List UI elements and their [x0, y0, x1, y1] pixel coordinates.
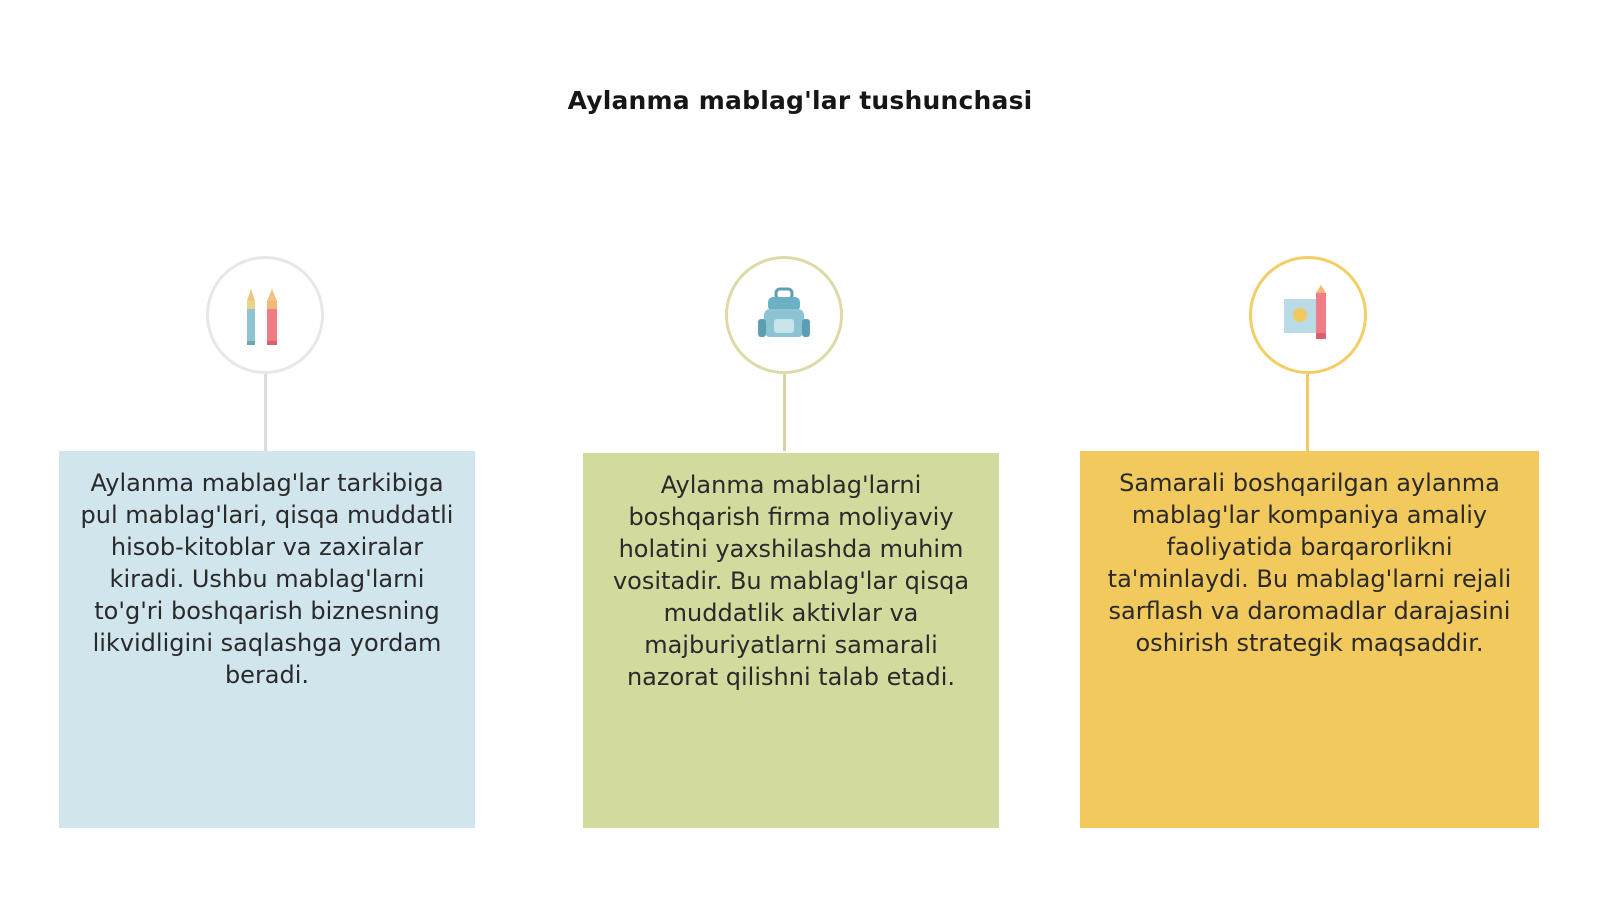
icon-circle-1	[206, 256, 324, 374]
connector-line-3	[1306, 374, 1309, 451]
icon-circle-3	[1249, 256, 1367, 374]
icon-circle-2	[725, 256, 843, 374]
info-card-2: Aylanma mablag'larni boshqarish firma moliyaviy holatini yaxshilashda muhim vositadir. Bu mablag'lar qisqa muddatlik aktivlar va majburiyatlarni samarali nazorat qilishni talab etadi.	[583, 453, 999, 828]
page-title: Aylanma mablag'lar tushunchasi	[567, 86, 1033, 115]
info-card-1: Aylanma mablag'lar tarkibiga pul mablag'lari, qisqa muddatli hisob-kitoblar va zaxiralar kiradi. Ushbu mablag'larni to'g'ri boshqarish biznesning likvidligini saqlashga yordam beradi.	[59, 451, 475, 828]
pencils-icon	[237, 283, 293, 347]
connector-line-2	[783, 374, 786, 451]
backpack-icon	[754, 285, 814, 345]
info-card-3: Samarali boshqarilgan aylanma mablag'lar kompaniya amaliy faoliyatida barqarorlikni ta'minlaydi. Bu mablag'larni rejali sarflash va daromadlar darajasini oshirish strategik maqsaddir.	[1080, 451, 1539, 828]
drawing-pencil-icon	[1278, 285, 1338, 345]
connector-line-1	[264, 374, 267, 451]
